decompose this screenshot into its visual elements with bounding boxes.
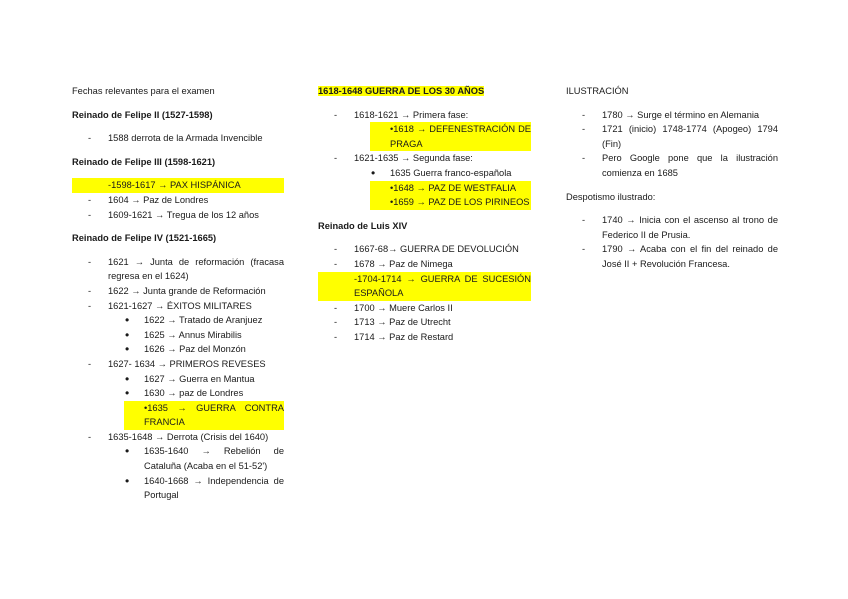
list-item: - 1780 → Surge el término en Alemania — [582, 109, 760, 120]
list-item: • 1640-1668 → Independencia de Portugal — [125, 473, 284, 501]
list-item: - 1622 → Junta grande de Reformación — [88, 285, 266, 296]
list-item: - 1635-1648 → Derrota (Crisis del 1640) — [88, 431, 269, 442]
column-3 — [566, 84, 778, 281]
list-item: - Pero Google pone que la ilustración comienza en 1685 — [582, 153, 778, 178]
list-item: •1618 → DEFENESTRACIÓN DE PRAGA — [318, 122, 531, 151]
intro-text: Fechas relevantes para el examen — [72, 86, 215, 96]
list-item: -1704-1714 → GUERRA DE SUCESIÓN ESPAÑOLA — [318, 272, 531, 301]
list-item: - 1790 → Acaba con el fin del reinado de José II + Revolución Francesa. — [582, 244, 778, 269]
list-item: •1635 → GUERRA CONTRA FRANCIA — [72, 401, 284, 430]
list-item: • 1622 → Tratado de Aranjuez — [125, 313, 263, 328]
heading-felipe-iii: Reinado de Felipe III (1598-1621) — [72, 156, 216, 167]
list-item: • 1626 → Paz del Monzón — [125, 342, 246, 357]
list-item: - 1713 → Paz de Utrecht — [334, 317, 451, 328]
list-item: • 1625 → Annus Mirabilis — [125, 327, 242, 342]
heading-luis-xiv: Reinado de Luis XIV — [318, 220, 408, 231]
list-luis-xiv — [318, 242, 531, 344]
list-item: - 1721 (inicio) 1748-1774 (Apogeo) 1794 (Fin) — [582, 124, 778, 149]
list-item: •1659 → PAZ DE LOS PIRINEOS — [318, 195, 531, 210]
list-item: - 1740 → Inicia con el ascenso al trono de Federico II de Prusia. — [582, 215, 778, 240]
heading-despotismo: Despotismo ilustrado: — [566, 191, 656, 202]
list-item: - 1609-1621 → Tregua de los 12 años — [88, 209, 259, 220]
list-felipe-ii — [72, 131, 284, 146]
list-item: - 1627- 1634 → PRIMEROS REVESES — [88, 358, 266, 369]
list-item: - 1604 → Paz de Londres — [88, 194, 209, 205]
heading-ilustracion: ILUSTRACIÓN — [566, 86, 629, 96]
list-item: - 1618-1621 → Primera fase: — [334, 109, 469, 120]
list-guerra-30-anos — [318, 108, 531, 210]
list-item: - 1700 → Muere Carlos II — [334, 302, 453, 313]
list-item: - 1621 → Junta de reformación (fracasa regresa en el 1624) — [88, 256, 284, 282]
list-item: - 1621-1627 → ÉXITOS MILITARES — [88, 300, 252, 311]
list-item: • 1635-1640 → Rebelión de Cataluña (Acaba en el 51-52') — [125, 444, 284, 472]
list-felipe-iv — [72, 255, 284, 503]
list-item: - 1621-1635 → Segunda fase: — [334, 153, 473, 164]
list-item: - 1678 → Paz de Nimega — [334, 258, 453, 269]
list-despotismo — [566, 213, 778, 271]
heading-guerra-30-anos: 1618-1648 GUERRA DE LOS 30 AÑOS — [318, 86, 485, 96]
list-item: - 1714 → Paz de Restard — [334, 331, 454, 342]
list-item: -1598-1617 → PAX HISPÁNICA — [72, 178, 284, 193]
list-ilustracion — [566, 108, 778, 181]
list-item: • 1630 → paz de Londres — [125, 386, 244, 401]
list-item: • 1635 Guerra franco-española — [371, 165, 512, 180]
list-felipe-iii — [72, 178, 284, 222]
column-2 — [318, 84, 531, 354]
column-1 — [72, 84, 284, 512]
list-item: - 1667-68→ GUERRA DE DEVOLUCIÓN — [334, 244, 519, 255]
list-item: •1648 → PAZ DE WESTFALIA — [318, 181, 531, 196]
heading-felipe-ii: Reinado de Felipe II (1527-1598) — [72, 109, 213, 120]
list-item: • 1627 → Guerra en Mantua — [125, 371, 255, 386]
heading-felipe-iv: Reinado de Felipe IV (1521-1665) — [72, 233, 217, 244]
list-item: - 1588 derrota de la Armada Invencible — [88, 133, 263, 144]
